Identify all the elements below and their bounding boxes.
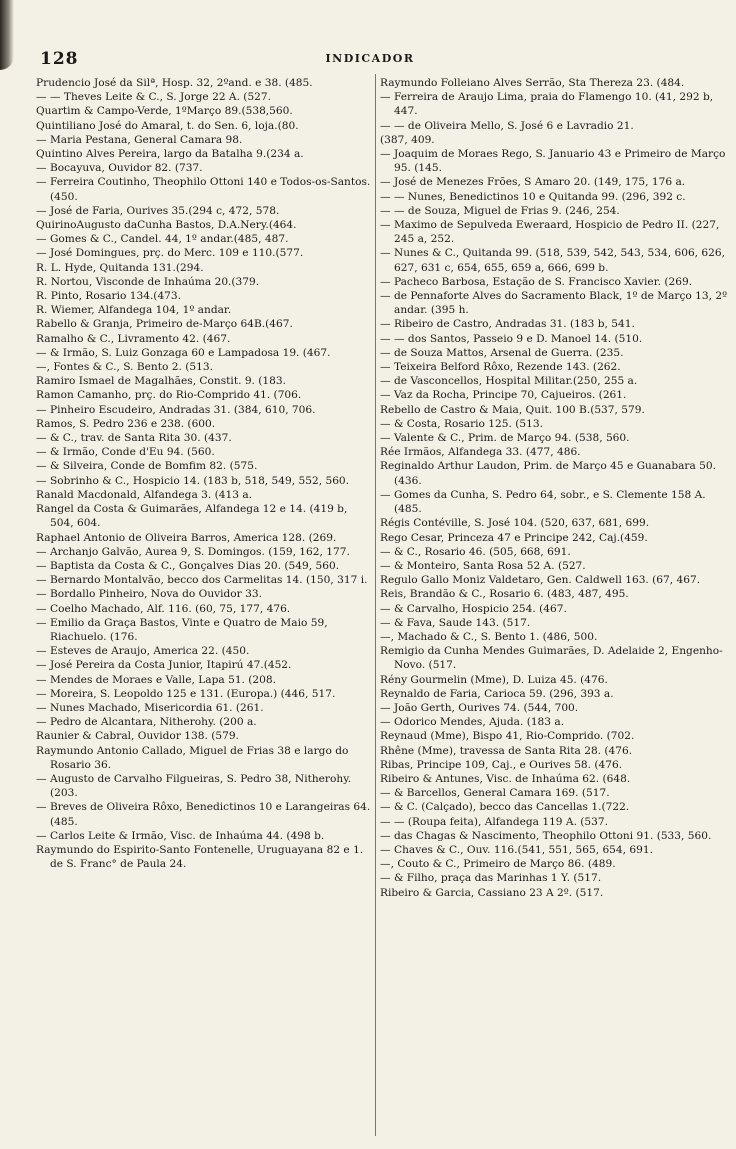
directory-entry: — Gomes da Cunha, S. Pedro 64, sobr., e S. Clemente 158 A. (485. [380,488,706,516]
directory-entry: Reynaud (Mme), Bispo 41, Rio-Comprido. (702. [380,730,635,743]
directory-entry: (387, 409. [380,133,435,146]
directory-entry: — & Carvalho, Hospicio 254. (467. [380,602,567,615]
directory-entry: — Nunes & C., Quitanda 99. (518, 539, 542, 543, 534, 606, 626, 627, 631 c, 654, 655, 659 a, 666, 699 b. [380,247,726,274]
directory-entry: Quintino Alves Pereira, largo da Batalha 9.(234 a. [36,148,304,161]
directory-entry: — José Pereira da Costa Junior, Itapirú 47.(452. [36,659,292,672]
binding-shadow [0,0,14,70]
directory-entry: — & Silveira, Conde de Bomfim 82. (575. [36,460,258,473]
directory-entry: — de Vasconcellos, Hospital Militar.(250, 255 a. [380,375,638,388]
directory-entry: — Nunes Machado, Misericordia 61. (261. [36,701,264,714]
column-divider [375,74,376,1136]
directory-entry: — Emilio da Graça Bastos, Vinte e Quatro de Maio 59, Riachuelo. (176. [36,616,328,643]
directory-entry: Ribas, Principe 109, Caj., e Ourives 58. (476. [380,758,623,771]
directory-entry: — Breves de Oliveira Rôxo, Benedictinos 10 e Larangeiras 64. (485. [36,801,371,828]
directory-entry: — Ferreira de Araujo Lima, praia do Flamengo 10. (41, 292 b, 447. [380,91,714,118]
directory-entry: Quintiliano José do Amaral, t. do Sen. 6, loja.(80. [36,119,299,132]
directory-entry: R. Wiemer, Alfandega 104, 1º andar. [36,304,232,317]
directory-entry: Rego Cesar, Princeza 47 e Principe 242, Caj.(459. [380,531,648,544]
directory-entry: — Bordallo Pinheiro, Nova do Ouvidor 33. [36,588,262,601]
directory-entry: — Bernardo Montalvão, becco dos Carmelitas 14. (150, 317 i. [36,574,368,587]
directory-entry: — & Costa, Rosario 125. (513. [380,417,543,430]
directory-entry: — — de Souza, Miguel de Frias 9. (246, 254. [380,204,620,217]
directory-entry: — Sobrinho & C., Hospicio 14. (183 b, 518, 549, 552, 560. [36,474,350,487]
directory-entry: — Pinheiro Escudeiro, Andradas 31. (384, 610, 706. [36,403,316,416]
directory-entry: — — dos Santos, Passeio 9 e D. Manoel 14. (510. [380,332,643,345]
directory-entry: — & Irmão, S. Luiz Gonzaga 60 e Lampadosa 19. (467. [36,346,331,359]
directory-entry: R. Pinto, Rosario 134.(473. [36,290,182,303]
directory-entry: Regulo Gallo Moniz Valdetaro, Gen. Caldwell 163. (67, 467. [380,574,701,587]
directory-entry: —, Fontes & C., S. Bento 2. (513. [36,361,213,374]
directory-entry: Ramos, S. Pedro 236 e 238. (600. [36,417,216,430]
directory-entry: Prudencio José da Silª, Hosp. 32, 2ºand. e 38. (485. [36,77,313,89]
directory-entry: — & Irmão, Conde d'Eu 94. (560. [36,446,215,459]
directory-entry: Remigio da Cunha Mendes Guimarães, D. Adelaide 2, Engenho-Novo. (517. [380,645,723,672]
directory-entry: — Ribeiro de Castro, Andradas 31. (183 b, 541. [380,318,635,331]
directory-entry: — Archanjo Galvão, Aurea 9, S. Domingos. (159, 162, 177. [36,545,350,558]
directory-entry: R. Nortou, Visconde de Inhaúma 20.(379. [36,275,260,288]
directory-entry: Régis Contéville, S. José 104. (520, 637, 681, 699. [380,517,650,530]
directory-entry: Rée Irmãos, Alfandega 33. (477, 486. [380,446,581,459]
directory-entry: — Carlos Leite & Irmão, Visc. de Inhaúma 44. (498 b. [36,829,325,842]
directory-entry: — & Barcellos, General Camara 169. (517. [380,787,610,800]
directory-entry: Reis, Brandão & C., Rosario 6. (483, 487, 495. [380,588,629,601]
directory-entry: Raymundo do Espirito-Santo Fontenelle, Uruguayana 82 e 1. de S. Franc° de Paula 24. [36,843,364,871]
directory-entry: — Valente & C., Prim. de Março 94. (538, 560. [380,432,630,445]
directory-entry: Ribeiro & Garcia, Cassiano 23 A 2º. (517. [380,886,604,899]
right-column [380,76,728,1136]
directory-entry: Quartim & Campo-Verde, 1ºMarço 89.(538,560. [36,105,293,118]
directory-entry: — João Gerth, Ourives 74. (544, 700. [380,701,579,714]
directory-entry: — & C. (Calçado), becco das Cancellas 1.(722. [380,801,630,814]
directory-entry: — Esteves de Araujo, America 22. (450. [36,645,250,658]
directory-entry: Raymundo Antonio Callado, Miguel de Frias 38 e largo do Rosario 36. [36,744,349,771]
directory-entry: Rabello & Granja, Primeiro de-Março 64B.(467. [36,318,293,331]
directory-entry: Reynaldo de Faria, Carioca 59. (296, 393 a. [380,687,614,700]
directory-entry: — de Souza Mattos, Arsenal de Guerra. (235. [380,346,624,359]
directory-entry: — & C., Rosario 46. (505, 668, 691. [380,545,571,558]
left-column [36,76,372,1136]
directory-entry: — Gomes & C., Candel. 44, 1º andar.(485, 487. [36,233,289,246]
directory-entry: — & Filho, praça das Marinhas 1 Y. (517. [380,872,602,885]
directory-entry: — José de Faria, Ourives 35.(294 c, 472, 578. [36,204,280,217]
directory-entry: — — (Roupa feita), Alfandega 119 A. (537. [380,815,609,828]
directory-entry: — Bocayuva, Ouvidor 82. (737. [36,162,203,175]
directory-entry: —, Machado & C., S. Bento 1. (486, 500. [380,630,598,643]
directory-entry: — Vaz da Rocha, Principe 70, Cajueiros. (261. [380,389,627,402]
directory-entry: — Chaves & C., Ouv. 116.(541, 551, 565, 654, 691. [380,843,653,856]
directory-entry: — — de Oliveira Mello, S. José 6 e Lavradio 21. [380,119,634,132]
directory-entry: Rény Gourmelin (Mme), D. Luiza 45. (476. [380,673,608,686]
directory-entry: — Odorico Mendes, Ajuda. (183 a. [380,716,565,729]
directory-entry: Ribeiro & Antunes, Visc. de Inhaúma 62. (648. [380,772,631,785]
directory-entry: Raunier & Cabral, Ouvidor 138. (579. [36,730,239,743]
directory-entry: — & C., trav. de Santa Rita 30. (437. [36,432,232,445]
directory-entry: — Ferreira Coutinho, Theophilo Ottoni 140 e Todos-os-Santos. (450. [36,176,371,203]
directory-entry: — Maria Pestana, General Camara 98. [36,133,243,146]
directory-entry: — Pedro de Alcantara, Nitherohy. (200 a. [36,716,257,729]
directory-entry: — Coelho Machado, Alf. 116. (60, 75, 177, 476. [36,602,291,615]
directory-entry: Ramiro Ismael de Magalhães, Constit. 9. (183. [36,375,287,388]
directory-entry: — Moreira, S. Leopoldo 125 e 131. (Europa.) (446, 517. [36,687,336,700]
directory-entry: Raymundo Folleiano Alves Serrão, Sta Thereza 23. (484. [380,77,685,89]
running-title: INDICADOR [325,52,415,65]
directory-entry: — — Nunes, Benedictinos 10 e Quitanda 99. (296, 392 c. [380,190,686,203]
directory-entry: — Pacheco Barbosa, Estação de S. Francisco Xavier. (269. [380,275,693,288]
directory-entry: Ramon Camanho, prç. do Rio-Comprido 41. (706. [36,389,302,402]
page-header [20,49,720,71]
directory-entry: — Maximo de Sepulveda Eweraard, Hospicio de Pedro II. (227, 245 a, 252. [380,219,720,246]
directory-entry: — das Chagas & Nascimento, Theophilo Ottoni 91. (533, 560. [380,829,712,842]
directory-entry: — — Theves Leite & C., S. Jorge 22 A. (527. [36,91,272,104]
page-number: 128 [40,49,79,69]
directory-entry: — & Monteiro, Santa Rosa 52 A. (527. [380,559,586,572]
directory-entry: Ramalho & C., Livramento 42. (467. [36,332,231,345]
directory-entry: —, Couto & C., Primeiro de Março 86. (489. [380,858,616,871]
directory-entry: — & Fava, Saude 143. (517. [380,616,531,629]
directory-entry: Rhêne (Mme), travessa de Santa Rita 28. (476. [380,744,633,757]
directory-entry: — Mendes de Moraes e Valle, Lapa 51. (208. [36,673,277,686]
directory-entry: Rebello de Castro & Maia, Quit. 100 B.(537, 579. [380,403,645,416]
directory-entry: — Augusto de Carvalho Filgueiras, S. Pedro 38, Nitherohy. (203. [36,772,352,800]
directory-entry: Ranald Macdonald, Alfandega 3. (413 a. [36,488,253,501]
directory-entry: — de Pennaforte Alves do Sacramento Black, 1º de Março 13, 2º andar. (395 h. [380,290,728,317]
directory-entry: QuirinoAugusto daCunha Bastos, D.A.Nery.(464. [36,219,297,232]
directory-entry: Raphael Antonio de Oliveira Barros, America 128. (269. [36,531,337,544]
directory-entry: — Baptista da Costa & C., Gonçalves Dias 20. (549, 560. [36,559,340,572]
directory-entry: Reginaldo Arthur Laudon, Prim. de Março 45 e Guanabara 50. (436. [380,460,717,487]
directory-entry: — Teixeira Belford Rôxo, Rezende 143. (262. [380,361,621,374]
directory-entry: — José de Menezes Frões, S Amaro 20. (149, 175, 176 a. [380,176,686,189]
directory-entry: Rangel da Costa & Guimarães, Alfandega 12 e 14. (419 b, 504, 604. [36,503,348,530]
directory-entry: — Joaquim de Moraes Rego, S. Januario 43 e Primeiro de Março 95. (145. [380,148,726,175]
directory-entry: R. L. Hyde, Quitanda 131.(294. [36,261,204,274]
directory-entry: — José Domingues, prç. do Merc. 109 e 110.(577. [36,247,304,260]
